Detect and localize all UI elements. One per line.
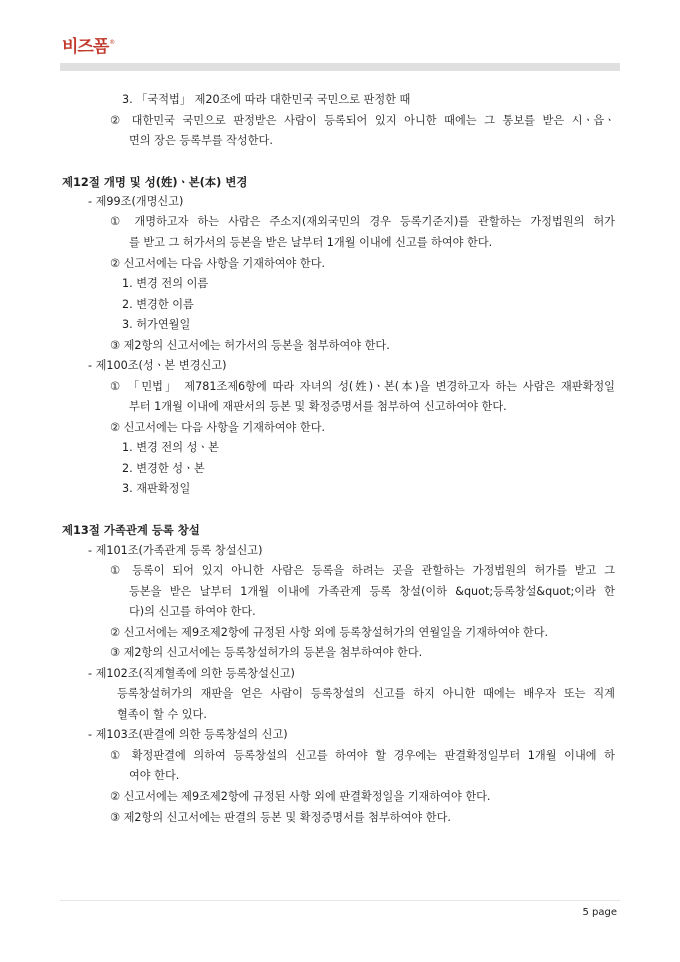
paragraph-line: 를 받고 그 허가서의 등본을 받은 날부터 1개월 이내에 신고를 하여야 한다.	[129, 236, 493, 249]
list-item: 3. 재판확정일	[122, 482, 191, 495]
paragraph-line: ② 신고서에는 다음 사항을 기재하여야 한다.	[110, 257, 326, 270]
paragraph-line: ① 「민법」 제781조제6항에 따라 자녀의 성(姓)ㆍ본(本)을 변경하고자 하는 사람은 재판확정일	[110, 380, 615, 393]
paragraph-line: ① 등록이 되어 있지 아니한 사람은 등록을 하려는 곳을 관할하는 가정법원의 허가를 받고 그	[110, 564, 615, 577]
list-item: 2. 변경한 성ㆍ본	[122, 462, 205, 475]
list-item: 1. 변경 전의 성ㆍ본	[122, 441, 219, 454]
paragraph-line: ③ 제2항의 신고서에는 허가서의 등본을 첨부하여야 한다.	[110, 339, 390, 352]
section-heading: 제13절 가족관계 등록 창설	[62, 523, 200, 537]
paragraph-line: ② 신고서에는 다음 사항을 기재하여야 한다.	[110, 421, 326, 434]
paragraph-line: 다)의 신고를 하여야 한다.	[129, 605, 256, 618]
paragraph-line: 면의 장은 등록부를 작성한다.	[129, 134, 273, 147]
article-heading: - 제101조(가족관계 등록 창설신고)	[88, 544, 263, 557]
paragraph-line: 등본을 받은 날부터 1개월 이내에 가족관계 등록 창설(이하 &quot;등록창설&quot;이라 한	[129, 585, 615, 598]
paragraph-line: ② 신고서에는 제9조제2항에 규정된 사항 외에 판결확정일을 기재하여야 한다.	[110, 790, 491, 803]
paragraph-line: ① 확정판결에 의하여 등록창설의 신고를 하여야 할 경우에는 판결확정일부터 1개월 이내에 하	[110, 749, 615, 762]
header-bar	[60, 63, 620, 71]
list-item: 1. 변경 전의 이름	[122, 277, 209, 290]
paragraph-line: ② 신고서에는 제9조제2항에 규정된 사항 외에 등록창설허가의 연월일을 기재하여야 한다.	[110, 626, 549, 639]
logo	[62, 37, 115, 57]
list-item: 3. 「국적법」 제20조에 따라 대한민국 국민으로 판정한 때	[122, 93, 411, 106]
article-heading: - 제100조(성ㆍ본 변경신고)	[88, 359, 227, 372]
paragraph-line: 여야 한다.	[129, 769, 180, 782]
paragraph-line: ② 대한민국 국민으로 판정받은 사람이 등록되어 있지 아니한 때에는 그 통보를 받은 시ㆍ읍ㆍ	[110, 114, 615, 127]
registered-mark-icon: ®	[109, 39, 116, 46]
article-heading: - 제103조(판결에 의한 등록창설의 신고)	[88, 728, 288, 741]
paragraph-line: ① 개명하고자 하는 사람은 주소지(재외국민의 경우 등록기준지)를 관할하는 가정법원의 허가	[110, 215, 615, 228]
list-item: 2. 변경한 이름	[122, 298, 194, 311]
page-number: 5 page	[582, 907, 617, 918]
paragraph-line: 혈족이 할 수 있다.	[117, 708, 207, 721]
paragraph-line: ③ 제2항의 신고서에는 판결의 등본 및 확정증명서를 첨부하여야 한다.	[110, 811, 451, 824]
article-heading: - 제102조(직계혈족에 의한 등록창설신고)	[88, 667, 295, 680]
section-heading: 제12절 개명 및 성(姓)ㆍ본(本) 변경	[62, 175, 248, 189]
list-item: 3. 허가연월일	[122, 318, 191, 331]
paragraph-line: 등록창설허가의 재판을 얻은 사람이 등록창설의 신고를 하지 아니한 때에는 배우자 또는 직계	[117, 687, 615, 700]
article-heading: - 제99조(개명신고)	[88, 195, 184, 208]
paragraph-line: ③ 제2항의 신고서에는 등록창설허가의 등본을 첨부하여야 한다.	[110, 646, 423, 659]
logo-text: 비즈폼	[62, 37, 109, 57]
footer-divider	[60, 900, 620, 901]
paragraph-line: 부터 1개월 이내에 재판서의 등본 및 확정증명서를 첨부하여 신고하여야 한다.	[129, 400, 507, 413]
